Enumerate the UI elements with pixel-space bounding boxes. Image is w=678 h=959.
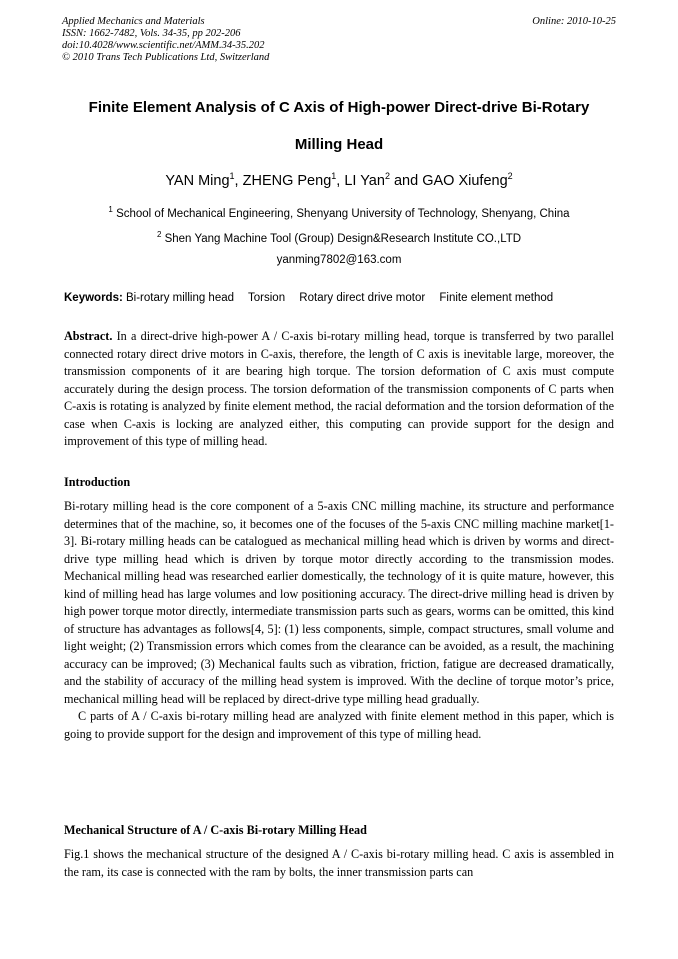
author-name: YAN Ming xyxy=(165,172,230,189)
journal-header xyxy=(62,16,269,64)
title-line-2: Milling Head xyxy=(294,136,384,153)
section-heading-mechanical-structure: Mechanical Structure of A / C-axis Bi-rotary Milling Head xyxy=(64,823,367,837)
author-conjunction: and xyxy=(389,172,423,189)
mechanical-structure-body xyxy=(64,846,614,881)
affiliation-2 xyxy=(40,227,638,247)
keywords-label: Keywords: xyxy=(64,292,123,304)
author-affiliation-mark: 2 xyxy=(384,171,390,181)
affiliation-1 xyxy=(40,202,638,222)
section-heading-introduction: Introduction xyxy=(64,475,131,489)
abstract-label: Abstract. xyxy=(64,329,113,343)
title-line-1: Finite Element Analysis of C Axis of High-power Direct-drive Bi-Rotary xyxy=(88,99,590,116)
author-name: GAO Xiufeng xyxy=(422,172,508,189)
author-affiliation-mark: 1 xyxy=(229,171,235,181)
copyright-line: © 2010 Trans Tech Publications Ltd, Switzerland xyxy=(62,52,270,63)
author-name: LI Yan xyxy=(344,172,385,189)
paragraph: Bi-rotary milling head is the core component of a 5-axis CNC milling machine, its structure and performance determines that of the machine, so, it becomes one of the focuses of the 5-axis CNC milling machine market[1-3]. Bi-rotary milling heads can be catalogued as mechanical milling head which is driven by worms and direct-drive type milling head which is driven by torque motor directly according to the transmission modes. Mechanical milling head was researched earlier domestically, the technology of it is quite mature, however, this kind of milling head has large volumes and low positioning accuracy. The direct-drive milling head is driven by high power torque motor directly, intermediate transmission parts such as gears, worms can be omitted, this kind of structure has advantages as follows[4, 5]: (1) less components, simple, compact structures, small volume and light weight; (2) Transmission errors which comes from the clearance can be avoided, as a result, the machining accuracy can be improved; (3) Mechanical faults such as vibration, friction, fatigue are decreased dramatically, and the stability of accuracy of the milling head system is improved. With the decline of torque motor’s price, mechanical milling head will be replaced by direct-drive type milling head gradually. xyxy=(64,499,614,706)
keyword: Bi-rotary milling head xyxy=(126,292,235,304)
online-date: Online: 2010-10-25 xyxy=(532,16,616,27)
author-separator: , xyxy=(336,172,345,189)
keywords-line xyxy=(64,290,564,306)
journal-name: Applied Mechanics and Materials xyxy=(62,16,205,27)
author-list xyxy=(40,166,638,191)
author-name: ZHENG Peng xyxy=(242,172,332,189)
author-separator: , xyxy=(234,172,243,189)
paper-title xyxy=(40,89,638,163)
affiliation-text: School of Mechanical Engineering, Shenyang University of Technology, Shenyang, China xyxy=(116,207,570,220)
abstract xyxy=(64,328,614,451)
affiliation-mark: 1 xyxy=(108,205,113,214)
affiliation-text: Shen Yang Machine Tool (Group) Design&Research Institute CO.,LTD xyxy=(164,232,522,245)
paragraph: Fig.1 shows the mechanical structure of the designed A / C-axis bi-rotary milling head. C axis is assembled in the ram, its case is connected with the ram by bolts, the inner transmission parts can xyxy=(64,847,614,879)
issn-line: ISSN: 1662-7482, Vols. 34-35, pp 202-206 xyxy=(62,28,241,39)
keyword: Torsion xyxy=(248,292,286,304)
author-affiliation-mark: 1 xyxy=(331,171,337,181)
introduction-body xyxy=(64,498,614,743)
doi-line: doi:10.4028/www.scientific.net/AMM.34-35.202 xyxy=(62,40,265,51)
affiliation-mark: 2 xyxy=(156,230,162,239)
author-affiliation-mark: 2 xyxy=(507,171,513,181)
author-email: yanming7802@163.com xyxy=(276,254,402,266)
keyword: Rotary direct drive motor xyxy=(299,292,426,304)
abstract-text: In a direct-drive high-power A / C-axis bi-rotary milling head, torque is transferred by two parallel connected rotary direct drive motors in C-axis, therefore, the length of C axis is inevitable large, moreover, the transmission components of it are bearing high torque. The torsion deformation of C axis must compute accurately during the design process. The torsion deformation of the transmission components of C parts when C-axis is rotating is analyzed by finite element method, the racial deformation and the torsion deformation of the case when C-axis is locking are analyzed either, this computing can provide support for the design and improvement of this type of milling head. xyxy=(64,329,615,448)
keyword: Finite element method xyxy=(439,292,554,304)
paragraph: C parts of A / C-axis bi-rotary milling head are analyzed with finite element method in this paper, which is going to provide support for the design and improvement of this type of milling head. xyxy=(64,709,614,741)
